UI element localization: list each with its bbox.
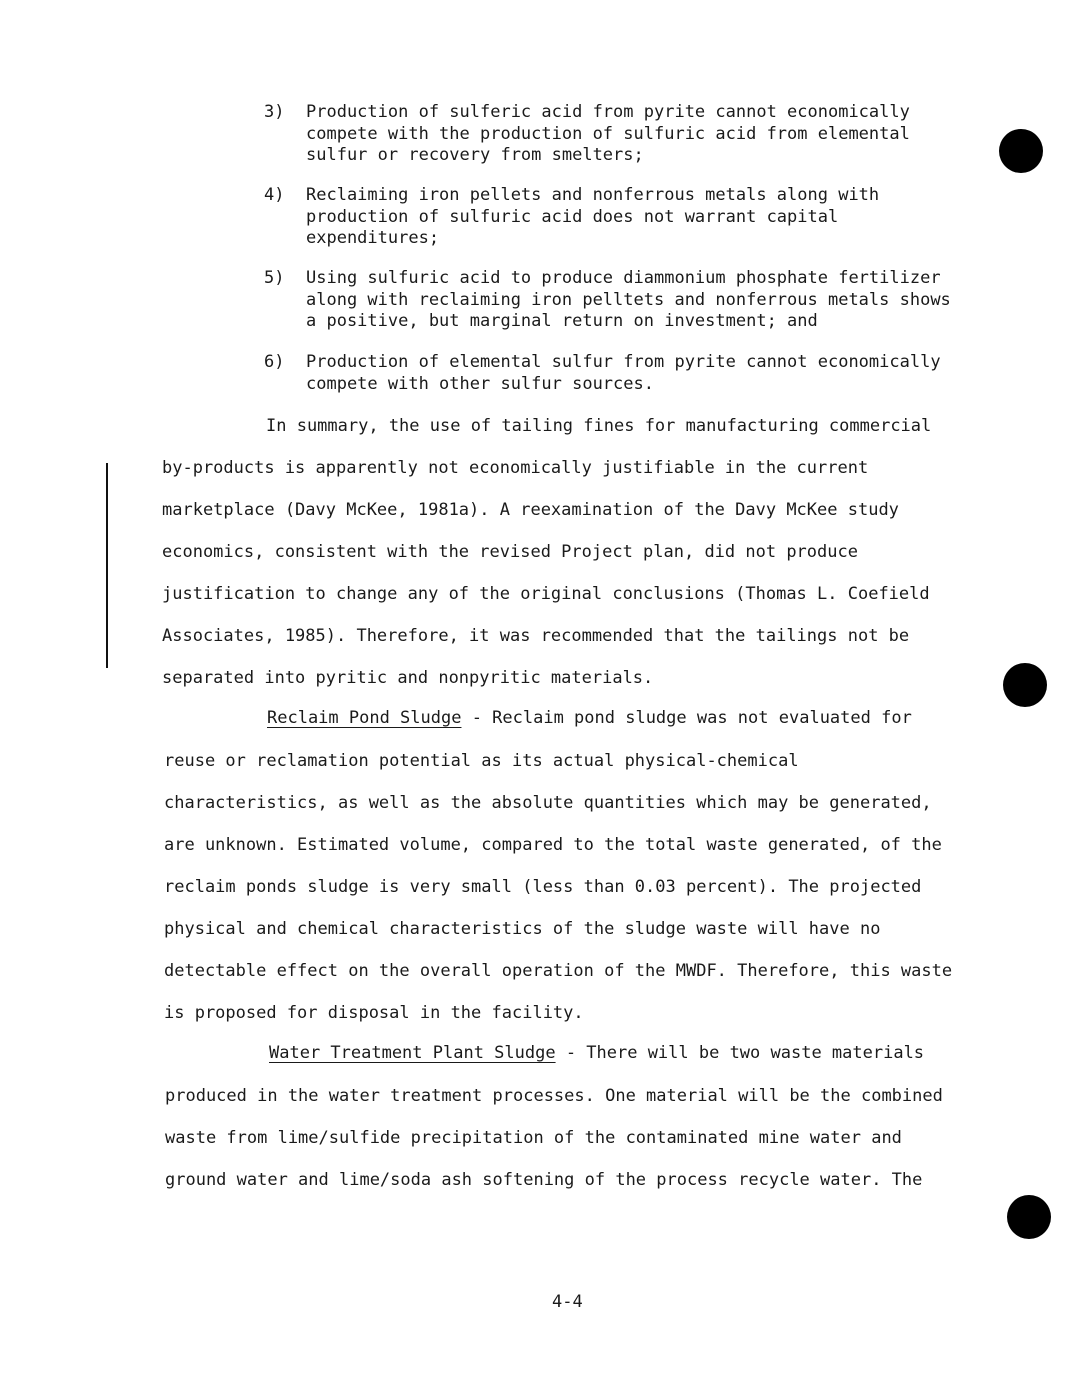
list-item-line: production of sulfuric acid does not warrant capital	[306, 206, 839, 227]
list-item-line: along with reclaiming iron pelltets and nonferrous metals shows	[306, 289, 951, 310]
binder-hole-bottom	[1007, 1195, 1051, 1239]
paragraph-line: are unknown. Estimated volume, compared to the total waste generated, of the	[164, 835, 942, 855]
binder-hole-middle	[1003, 663, 1047, 707]
list-item-number: 4)	[264, 185, 285, 205]
list-item-line: Using sulfuric acid to produce diammonium phosphate fertilizer	[306, 268, 941, 288]
section-first-line	[269, 1042, 924, 1064]
paragraph-line: by-products is apparently not economically justifiable in the current	[162, 458, 869, 478]
list-item-line: sulfur or recovery from smelters;	[306, 145, 644, 165]
list-item-text	[306, 268, 986, 333]
list-item-number: 3)	[264, 102, 285, 122]
paragraph-line: is proposed for disposal in the facility.	[164, 1003, 584, 1023]
paragraph-line: produced in the water treatment processes. One material will be the combined	[165, 1086, 943, 1106]
paragraph-line: reclaim ponds sludge is very small (less than 0.03 percent). The projected	[164, 877, 922, 897]
paragraph-line: justification to change any of the original conclusions (Thomas L. Coefield	[162, 584, 930, 604]
binder-hole-top	[999, 129, 1043, 173]
list-item-line: Production of elemental sulfur from pyrite cannot economically	[306, 352, 941, 372]
list-item-text	[306, 185, 986, 250]
paragraph-line: reuse or reclamation potential as its actual physical-chemical	[164, 751, 799, 771]
section-first-line	[267, 707, 912, 729]
section-heading: Reclaim Pond Sludge	[267, 708, 462, 728]
paragraph-line: Associates, 1985). Therefore, it was recommended that the tailings not be	[162, 626, 910, 646]
paragraph-line: economics, consistent with the revised Project plan, did not produce	[162, 542, 858, 562]
paragraph-line: separated into pyritic and nonpyritic materials.	[162, 668, 654, 688]
list-item-line: compete with other sulfur sources.	[306, 373, 654, 394]
list-item-text	[306, 102, 986, 167]
list-item-line: expenditures;	[306, 228, 440, 248]
list-item-line: Production of sulferic acid from pyrite cannot economically	[306, 102, 910, 122]
list-item-line: Reclaiming iron pellets and nonferrous metals along with	[306, 185, 880, 205]
section-heading: Water Treatment Plant Sludge	[269, 1043, 556, 1063]
paragraph-line: physical and chemical characteristics of the sludge waste will have no	[164, 919, 881, 939]
paragraph-line: waste from lime/sulfide precipitation of the contaminated mine water and	[165, 1128, 902, 1148]
list-item-number: 5)	[264, 268, 285, 288]
section-first-line-text: - Reclaim pond sludge was not evaluated for	[461, 708, 912, 728]
paragraph-line: ground water and lime/soda ash softening of the process recycle water. The	[165, 1170, 923, 1190]
section-first-line-text: - There will be two waste materials	[555, 1043, 925, 1063]
page-number: 4-4	[552, 1292, 583, 1312]
list-item-line: a positive, but marginal return on investment; and	[306, 311, 818, 331]
paragraph-line: In summary, the use of tailing fines for manufacturing commercial	[266, 416, 932, 436]
list-item-line: compete with the production of sulfuric acid from elemental	[306, 123, 910, 144]
paragraph-line: marketplace (Davy McKee, 1981a). A reexamination of the Davy McKee study	[162, 500, 899, 520]
revision-change-bar	[106, 463, 108, 668]
paragraph-line: detectable effect on the overall operation of the MWDF. Therefore, this waste	[164, 961, 953, 981]
paragraph-line: characteristics, as well as the absolute quantities which may be generated,	[164, 793, 932, 813]
list-item-text	[306, 352, 986, 395]
list-item-number: 6)	[264, 352, 285, 372]
